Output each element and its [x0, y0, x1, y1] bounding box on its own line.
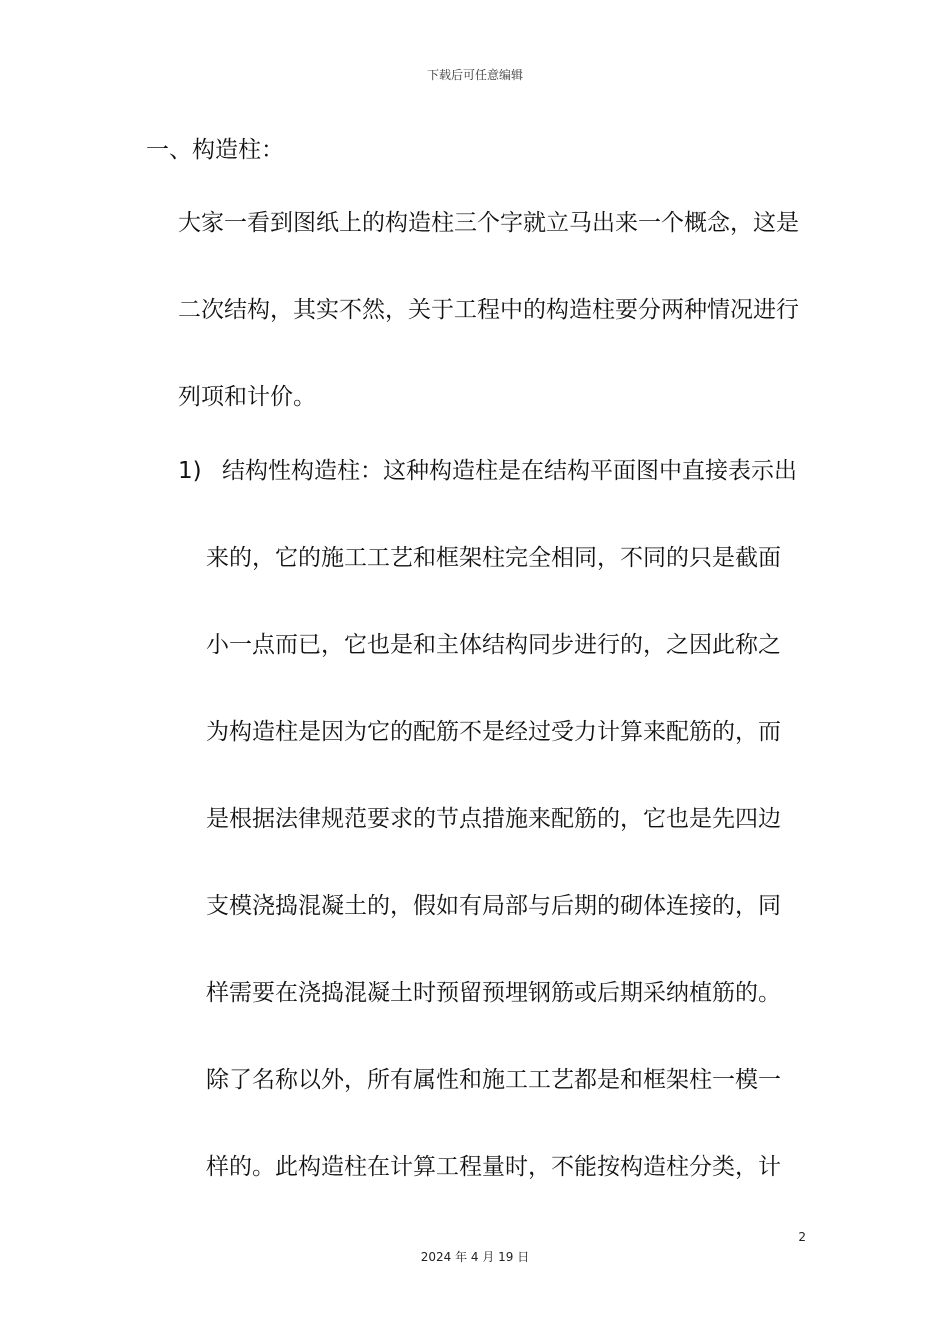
- section-heading: 一、构造柱：: [146, 137, 284, 163]
- intro-line-3: 列项和计价。: [178, 384, 316, 410]
- list-item-line: 为构造柱是因为它的配筋不是经过受力计算来配筋的，而: [206, 719, 781, 745]
- list-item-first-line: 结构性构造柱：这种构造柱是在结构平面图中直接表示出: [222, 458, 797, 484]
- list-item-line: 小一点而已，它也是和主体结构同步进行的，之因此称之: [206, 632, 781, 658]
- intro-line-1: 大家一看到图纸上的构造柱三个字就立马出来一个概念，这是: [178, 210, 799, 236]
- list-item-line: 样的。此构造柱在计算工程量时，不能按构造柱分类，计: [206, 1154, 781, 1180]
- list-item-number: 1): [178, 458, 202, 484]
- page-header: 下载后可任意编辑: [426, 68, 523, 82]
- page-number: 2: [798, 1230, 806, 1244]
- intro-line-2: 二次结构，其实不然，关于工程中的构造柱要分两种情况进行: [178, 297, 799, 323]
- page-footer-date: 2024 年 4 月 19 日: [420, 1250, 530, 1264]
- list-item-line: 来的，它的施工工艺和框架柱完全相同，不同的只是截面: [206, 545, 781, 571]
- list-item-line: 除了名称以外，所有属性和施工工艺都是和框架柱一模一: [206, 1067, 781, 1093]
- list-item-line: 支模浇捣混凝土的，假如有局部与后期的砌体连接的，同: [206, 893, 781, 919]
- list-item-line: 是根据法律规范要求的节点措施来配筋的，它也是先四边: [206, 806, 781, 832]
- list-item-line: 样需要在浇捣混凝土时预留预埋钢筋或后期采纳植筋的。: [206, 980, 781, 1006]
